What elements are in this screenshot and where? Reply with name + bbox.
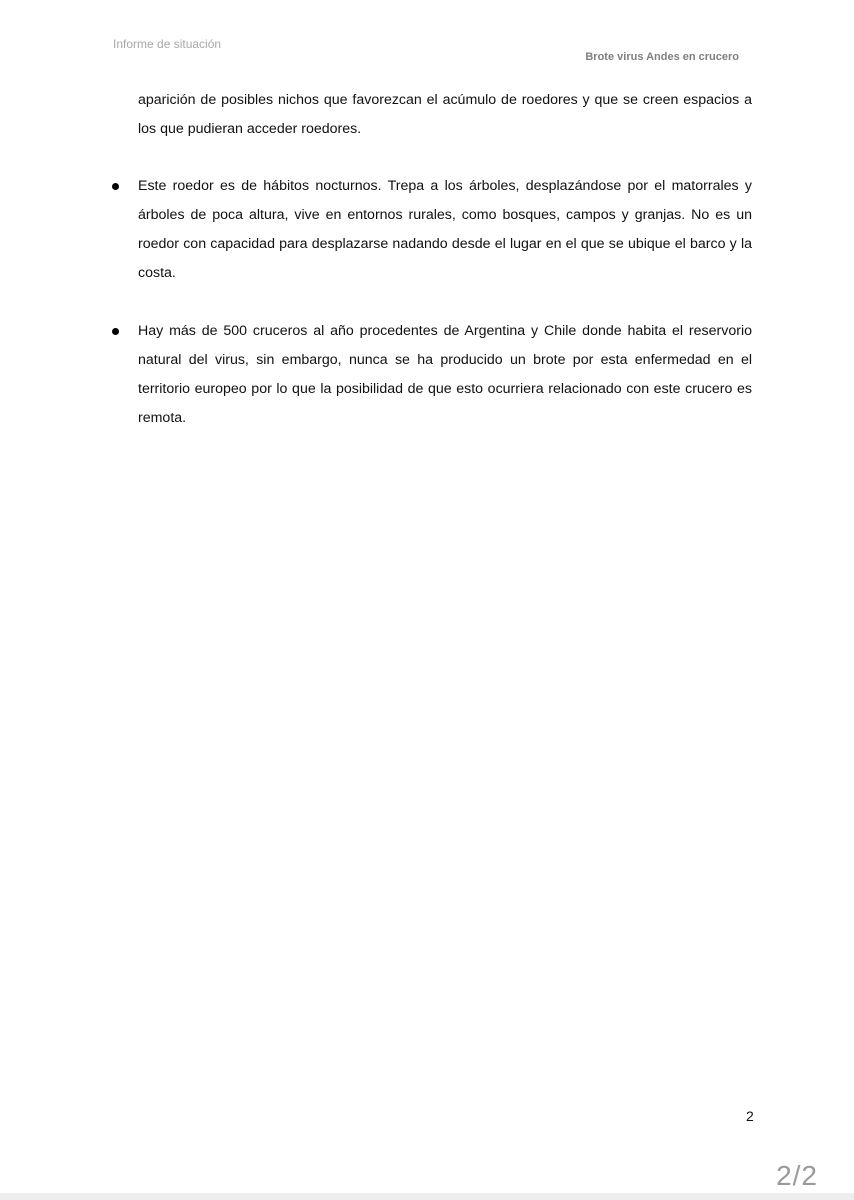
bullet-paragraph-cruise-risk: Hay más de 500 cruceros al año procedentes de Argentina y Chile donde habita el reservorio natural del virus, sin embargo, nunca se ha producido un brote por esta enfermedad en el territorio europeo por lo que la posibilidad de que esto ocurriera relacionado con este crucero es remota. (138, 323, 752, 426)
bullet-icon (112, 183, 119, 190)
page-number: 2 (746, 1108, 754, 1124)
header-document-subject: Brote virus Andes en crucero (585, 51, 739, 63)
header-report-title: Informe de situación (113, 37, 222, 51)
viewer-bottom-bar (0, 1193, 854, 1200)
continued-paragraph: aparición de posibles nichos que favorezcan el acúmulo de roedores y que se creen espacios a los que pudieran acceder roedores. (138, 92, 752, 137)
bullet-paragraph-rodent-habits: Este roedor es de hábitos nocturnos. Trepa a los árboles, desplazándose por el matorrales y árboles de poca altura, vive en entornos rurales, como bosques, campos y granjas. No es un roedor con capacidad para desplazarse nadando desde el lugar en el que se ubique el barco y la costa. (138, 178, 752, 281)
viewer-page-counter: 2/2 (776, 1160, 818, 1191)
bullet-icon (112, 328, 119, 335)
